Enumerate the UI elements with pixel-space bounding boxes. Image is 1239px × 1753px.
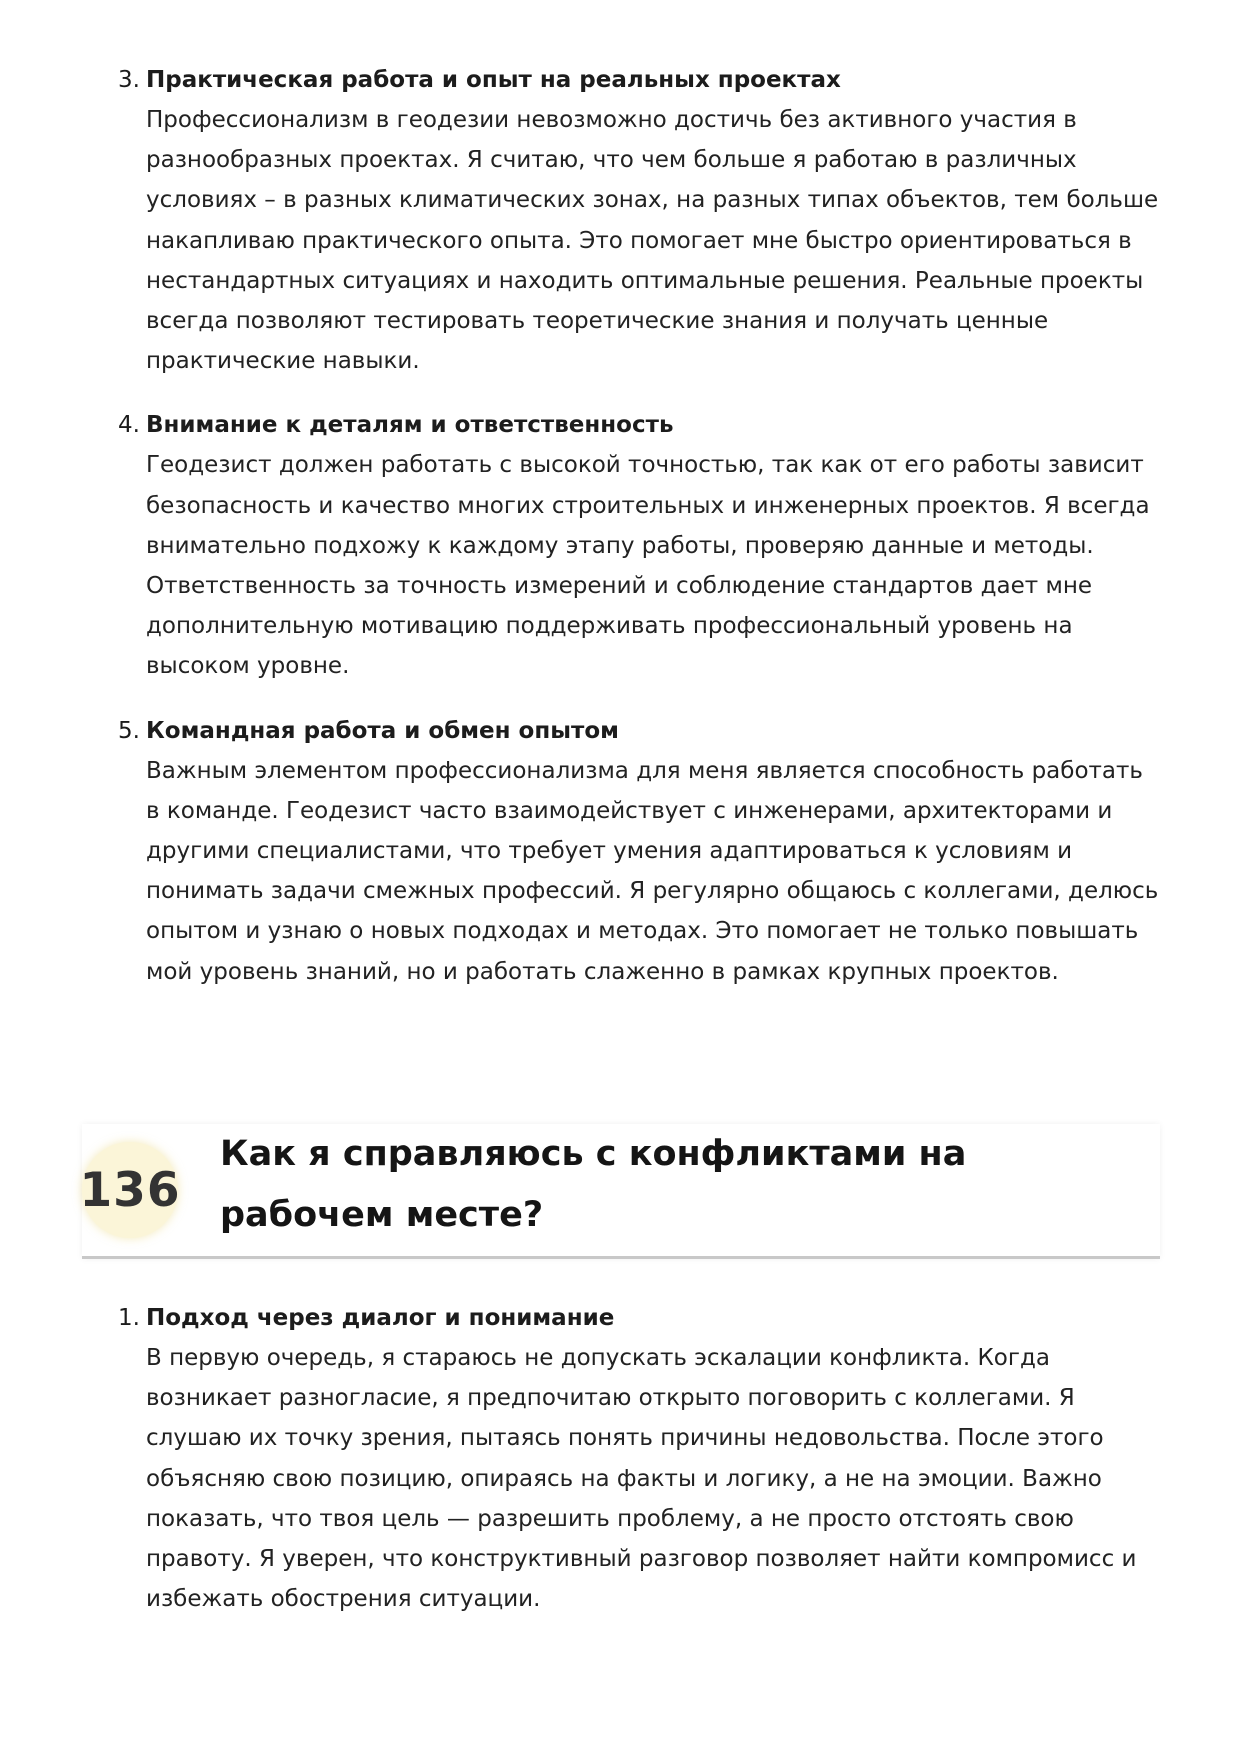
list-item — [0, 60, 1239, 381]
list-item-title: Внимание к деталям и ответственность — [146, 412, 674, 439]
question-header — [79, 1124, 1160, 1259]
bottom-answer-list — [0, 1298, 1239, 1643]
list-item-number: 1. — [118, 1305, 140, 1331]
list-item-text: Профессионализм в геодезии невозможно достичь без активного участия в разнообразных проектах. Я считаю, что чем больше я работаю в различных условиях – в разных климатических зонах, на разных типах объектов, тем больше накапливаю практического опыта. Это помогает мне быстро ориентироваться в нестандартных ситуациях и находить оптимальные решения. Реальные проекты всегда позволяют тестировать теоретические знания и получать ценные практические навыки. — [146, 107, 1159, 375]
question-number-badge: 136 — [82, 1142, 178, 1238]
list-item-number: 3. — [118, 67, 140, 93]
list-item-title: Командная работа и обмен опытом — [146, 717, 619, 744]
list-item-number: 4. — [118, 412, 140, 439]
top-answer-list — [0, 60, 1239, 1016]
list-item-text: Важным элементом профессионализма для меня является способность работать в команде. Геодезист часто взаимодействует с инженерами, архитекторами и другими специалистами, что требует умения адаптироваться к условиям и понимать задачи смежных профессий. Я регулярно общаюсь с коллегами, делюсь опытом и узнаю о новых подходах и методах. Это помогает не только повышать мой уровень знаний, но и работать слаженно в рамках крупных проектов. — [146, 757, 1159, 985]
list-item-title: Подход через диалог и понимание — [146, 1305, 615, 1331]
list-item — [0, 1298, 1239, 1619]
list-item — [0, 405, 1239, 686]
question-title: Как я справляюсь с конфликтами на рабочем месте? — [220, 1134, 967, 1235]
list-item-text: В первую очередь, я стараюсь не допускать эскалации конфликта. Когда возникает разногласие, я предпочитаю открыто поговорить с коллегами. Я слушаю их точку зрения, пытаясь понять причины недовольства. После этого объясняю свою позицию, опираясь на факты и логику, а не на эмоции. Важно показать, что твоя цель — разрешить проблему, а не просто отстоять свою правоту. Я уверен, что конструктивный разговор позволяет найти компромисс и избежать обострения ситуации. — [146, 1345, 1137, 1613]
list-item-number: 5. — [118, 717, 140, 744]
list-item-text: Геодезист должен работать с высокой точностью, так как от его работы зависит безопасность и качество многих строительных и инженерных проектов. Я всегда внимательно подхожу к каждому этапу работы, проверяю данные и методы. Ответственность за точность измерений и соблюдение стандартов дает мне дополнительную мотивацию поддерживать профессиональный уровень на высоком уровне. — [146, 452, 1150, 680]
list-item — [0, 711, 1239, 992]
list-item-title: Практическая работа и опыт на реальных проектах — [146, 67, 841, 93]
